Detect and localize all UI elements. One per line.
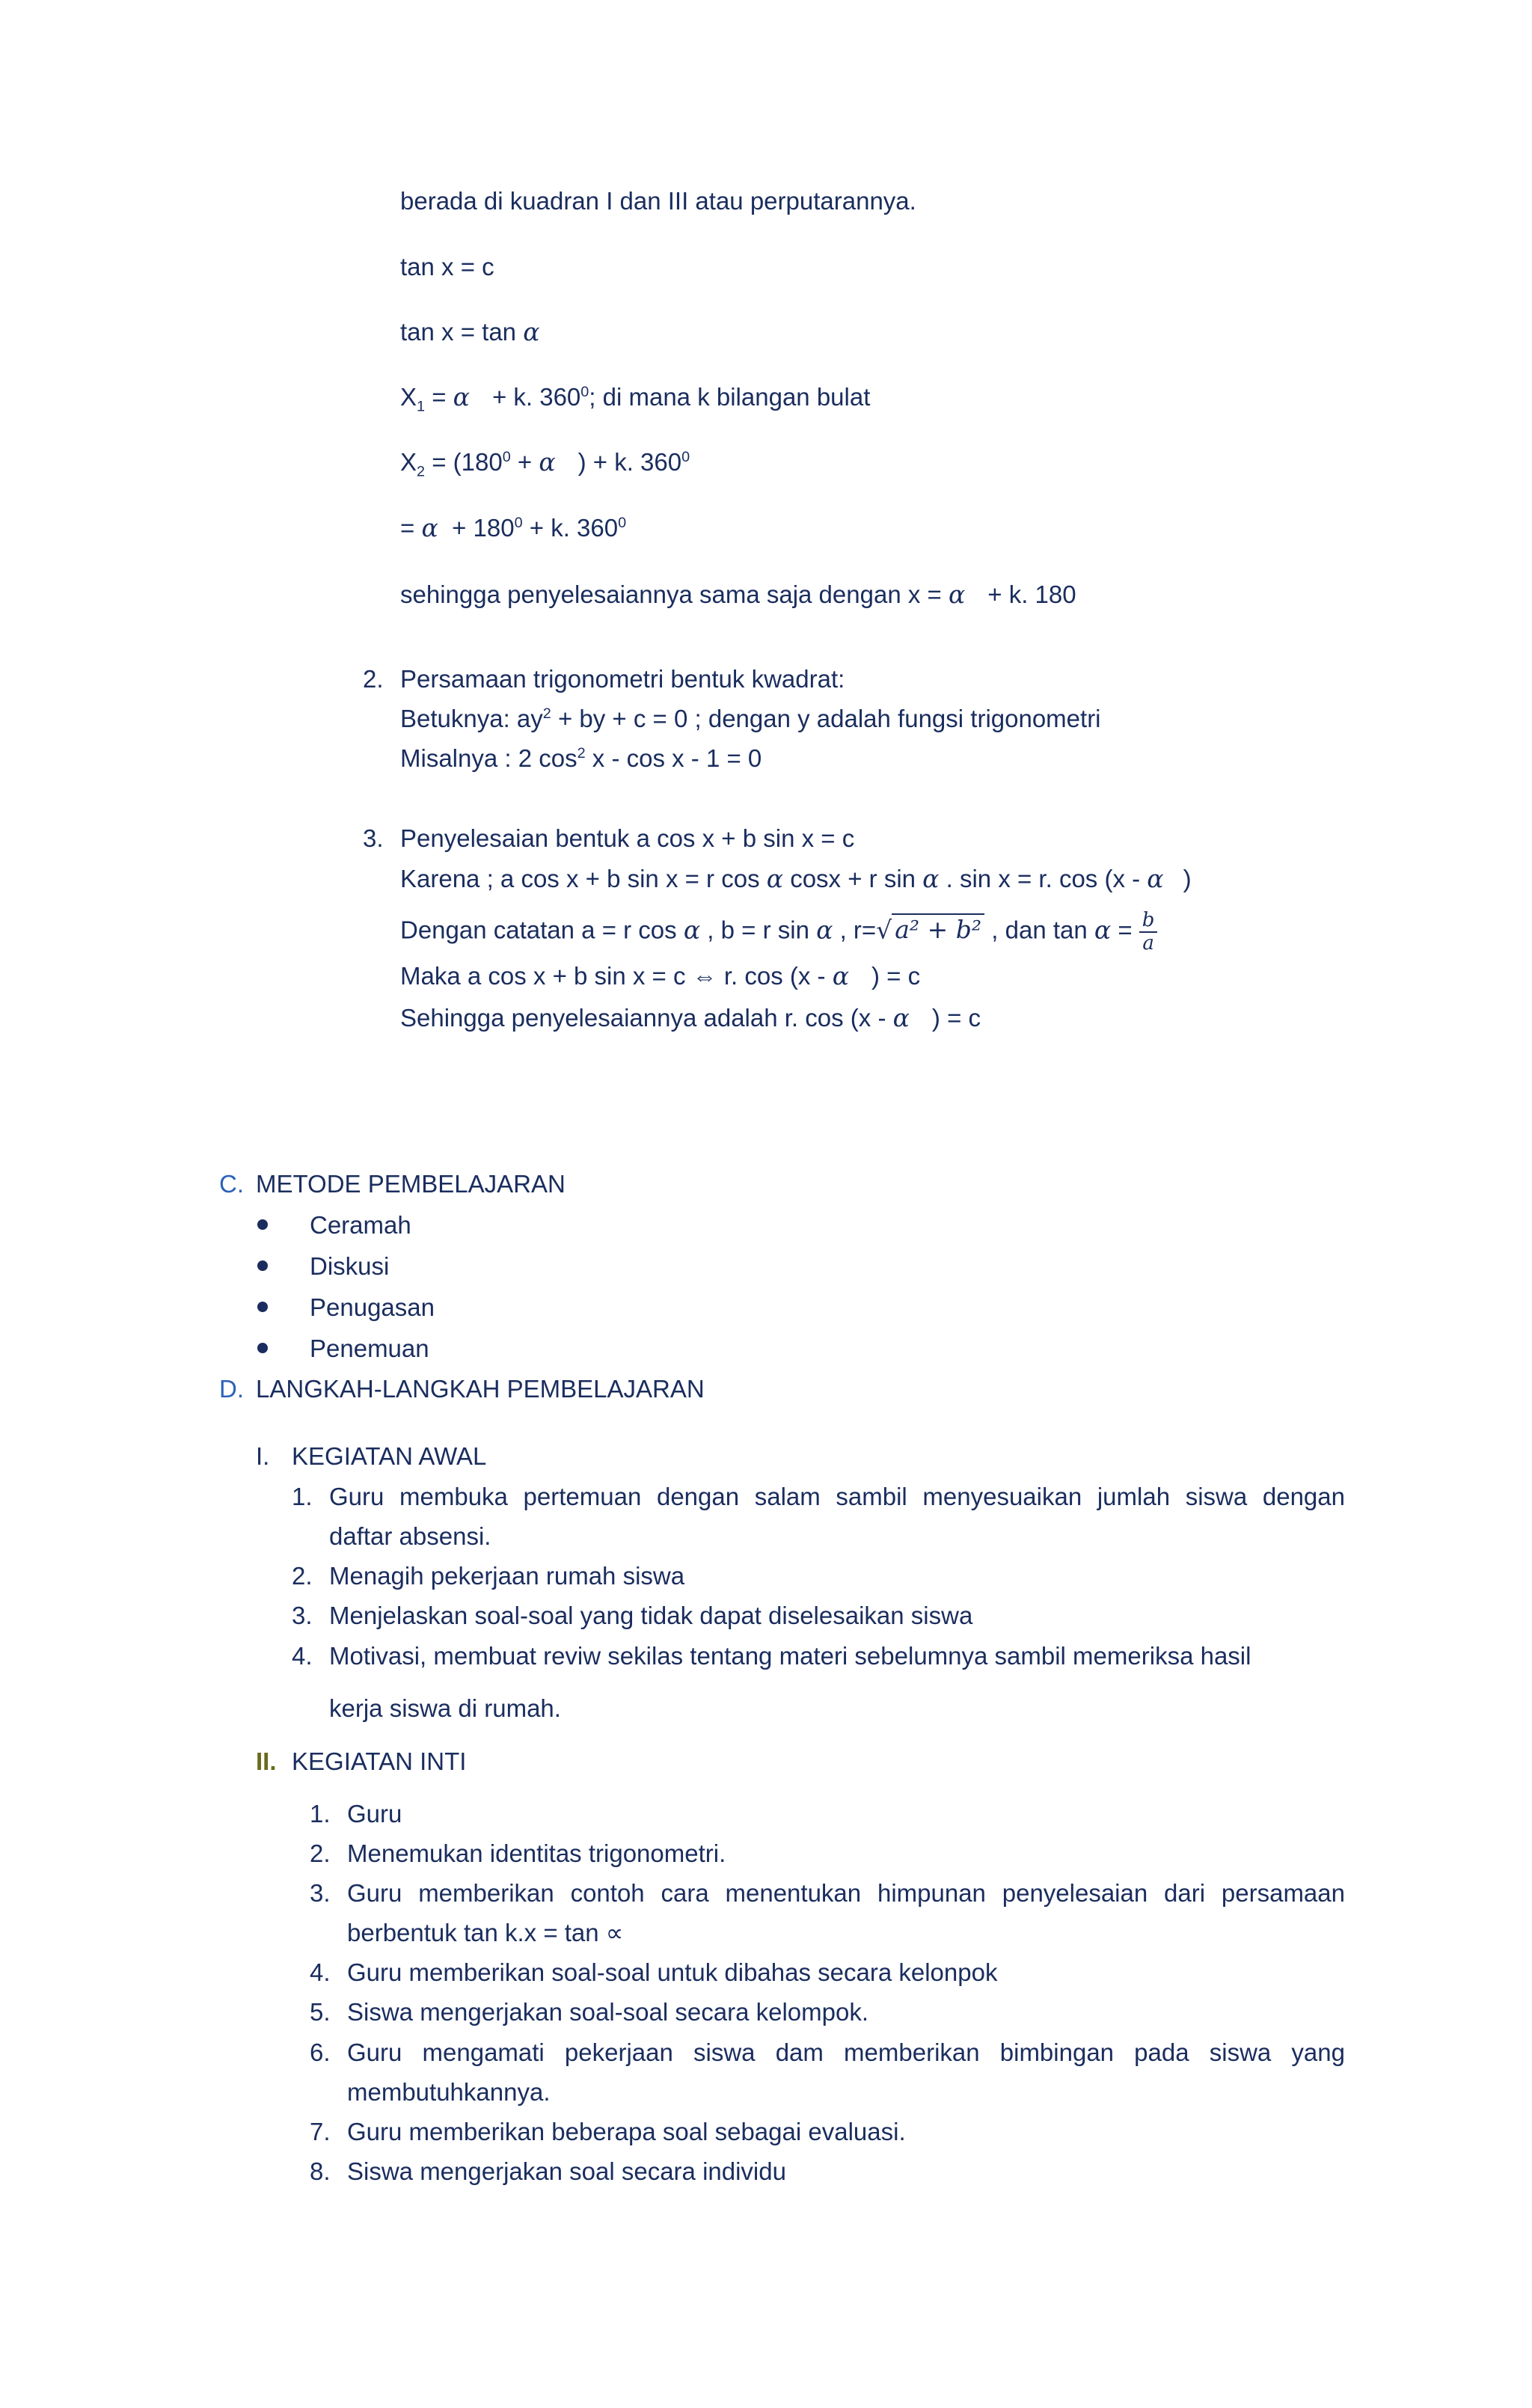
item-title: Persamaan trigonometri bentuk kwadrat:: [400, 665, 845, 693]
item-line: Sehingga penyelesaiannya adalah r. cos (x - α ) = c: [400, 1003, 981, 1032]
step-text: Menemukan identitas trigonometri.: [347, 1839, 726, 1867]
equation-x1: $X_1 = \alpha + k$. $360^0$; di mana k bilangan bulat: [400, 382, 871, 415]
step-text: Guru memberikan soal-soal untuk dibahas secara kelonpok: [347, 1958, 998, 1986]
step-number: 2.: [292, 1562, 313, 1590]
item-title: Penyelesaian bentuk a cos x + b sin x = c: [400, 824, 855, 852]
equation-x2: $X_2 = (180^0 + \alpha$ ) + k. $360^0$: [400, 447, 690, 480]
item-number: 2.: [363, 665, 384, 693]
step-text-cont: membutuhkannya.: [347, 2078, 551, 2106]
step-text: Motivasi, membuat reviw sekilas tentang materi sebelumnya sambil memeriksa hasil: [329, 1642, 1251, 1670]
intro-text: berada di kuadran I dan III atau perputarannya.: [400, 187, 916, 215]
step-text-cont: berbentuk tan k.x = tan ∝: [347, 1919, 624, 1946]
step-text: Siswa mengerjakan soal-soal secara kelompok.: [347, 1998, 868, 2026]
section-letter: C.: [219, 1170, 244, 1198]
step-text: Menagih pekerjaan rumah siswa: [329, 1562, 685, 1590]
solution-summary: sehingga penyelesaiannya sama saja dengan x = α + k. 180: [400, 580, 1076, 609]
section-title: METODE PEMBELAJARAN: [256, 1170, 566, 1198]
step-number: 3.: [292, 1602, 313, 1629]
list-item: Penemuan: [310, 1335, 429, 1362]
item-number: 3.: [363, 824, 384, 852]
item-line: Dengan catatan a = r cos α , b = r sin α , r=√ a² + b² , dan tan α = $\frac{b}{a}$: [400, 910, 1157, 954]
subsection-title: KEGIATAN AWAL: [292, 1442, 487, 1470]
step-text: Siswa mengerjakan soal secara individu: [347, 2157, 786, 2185]
step-number: 1.: [310, 1800, 331, 1828]
bullet-icon: [257, 1219, 268, 1230]
list-item: Penugasan: [310, 1293, 435, 1321]
item-line: Maka a cos x + b sin x = c ⇔ r. cos (x - α ) = c: [400, 961, 921, 990]
step-number: 1.: [292, 1483, 313, 1510]
step-text-cont: kerja siswa di rumah.: [329, 1694, 561, 1722]
step-text: Guru memberikan beberapa soal sebagai evaluasi.: [347, 2118, 906, 2145]
section-title: LANGKAH-LANGKAH PEMBELAJARAN: [256, 1375, 705, 1403]
step-number: 7.: [310, 2118, 331, 2145]
section-letter: D.: [219, 1375, 244, 1403]
equation-tan-alpha: tan x = tan α: [400, 317, 540, 346]
subsection-numeral: I.: [256, 1442, 270, 1470]
bullet-icon: [257, 1260, 268, 1271]
step-number: 4.: [292, 1642, 313, 1670]
bullet-icon: [257, 1302, 268, 1312]
equation-tan-c: tan x = c: [400, 253, 494, 281]
fraction-b-over-a: $\frac{b}{a}$: [1139, 910, 1158, 954]
radicand: a² + b²: [892, 913, 984, 944]
step-number: 3.: [310, 1879, 331, 1907]
subsection-numeral: II.: [256, 1747, 277, 1775]
step-text: Guru mengamati pekerjaan siswa dam memberikan bimbingan pada siswa yang: [347, 2038, 1345, 2066]
step-text: Menjelaskan soal-soal yang tidak dapat diselesaikan siswa: [329, 1602, 973, 1629]
step-text: Guru memberikan contoh cara menentukan himpunan penyelesaian dari persamaan: [347, 1879, 1345, 1907]
step-number: 8.: [310, 2157, 331, 2185]
step-number: 4.: [310, 1958, 331, 1986]
bullet-icon: [257, 1343, 268, 1353]
step-text-cont: daftar absensi.: [329, 1522, 491, 1550]
item-line: Betuknya: $ay^2$ + by + c = 0 ; dengan y adalah fungsi trigonometri: [400, 705, 1101, 732]
item-line: Karena ; a cos x + b sin x = r cos α cosx + r sin α . sin x = r. cos (x - α ): [400, 864, 1192, 893]
list-item: Ceramah: [310, 1211, 411, 1239]
step-text: Guru: [347, 1800, 402, 1828]
step-number: 5.: [310, 1998, 331, 2026]
step-number: 2.: [310, 1839, 331, 1867]
step-number: 6.: [310, 2038, 331, 2066]
item-line: Misalnya : 2 $\cos^2 x - \cos x - 1 = 0$: [400, 744, 762, 772]
list-item: Diskusi: [310, 1252, 390, 1280]
subsection-title: KEGIATAN INTI: [292, 1747, 467, 1775]
equation-x2-simplified: = $\alpha + 180^0 + k$. $360^0$: [400, 513, 627, 542]
step-text: Guru membuka pertemuan dengan salam sambil menyesuaikan jumlah siswa dengan: [329, 1483, 1345, 1510]
